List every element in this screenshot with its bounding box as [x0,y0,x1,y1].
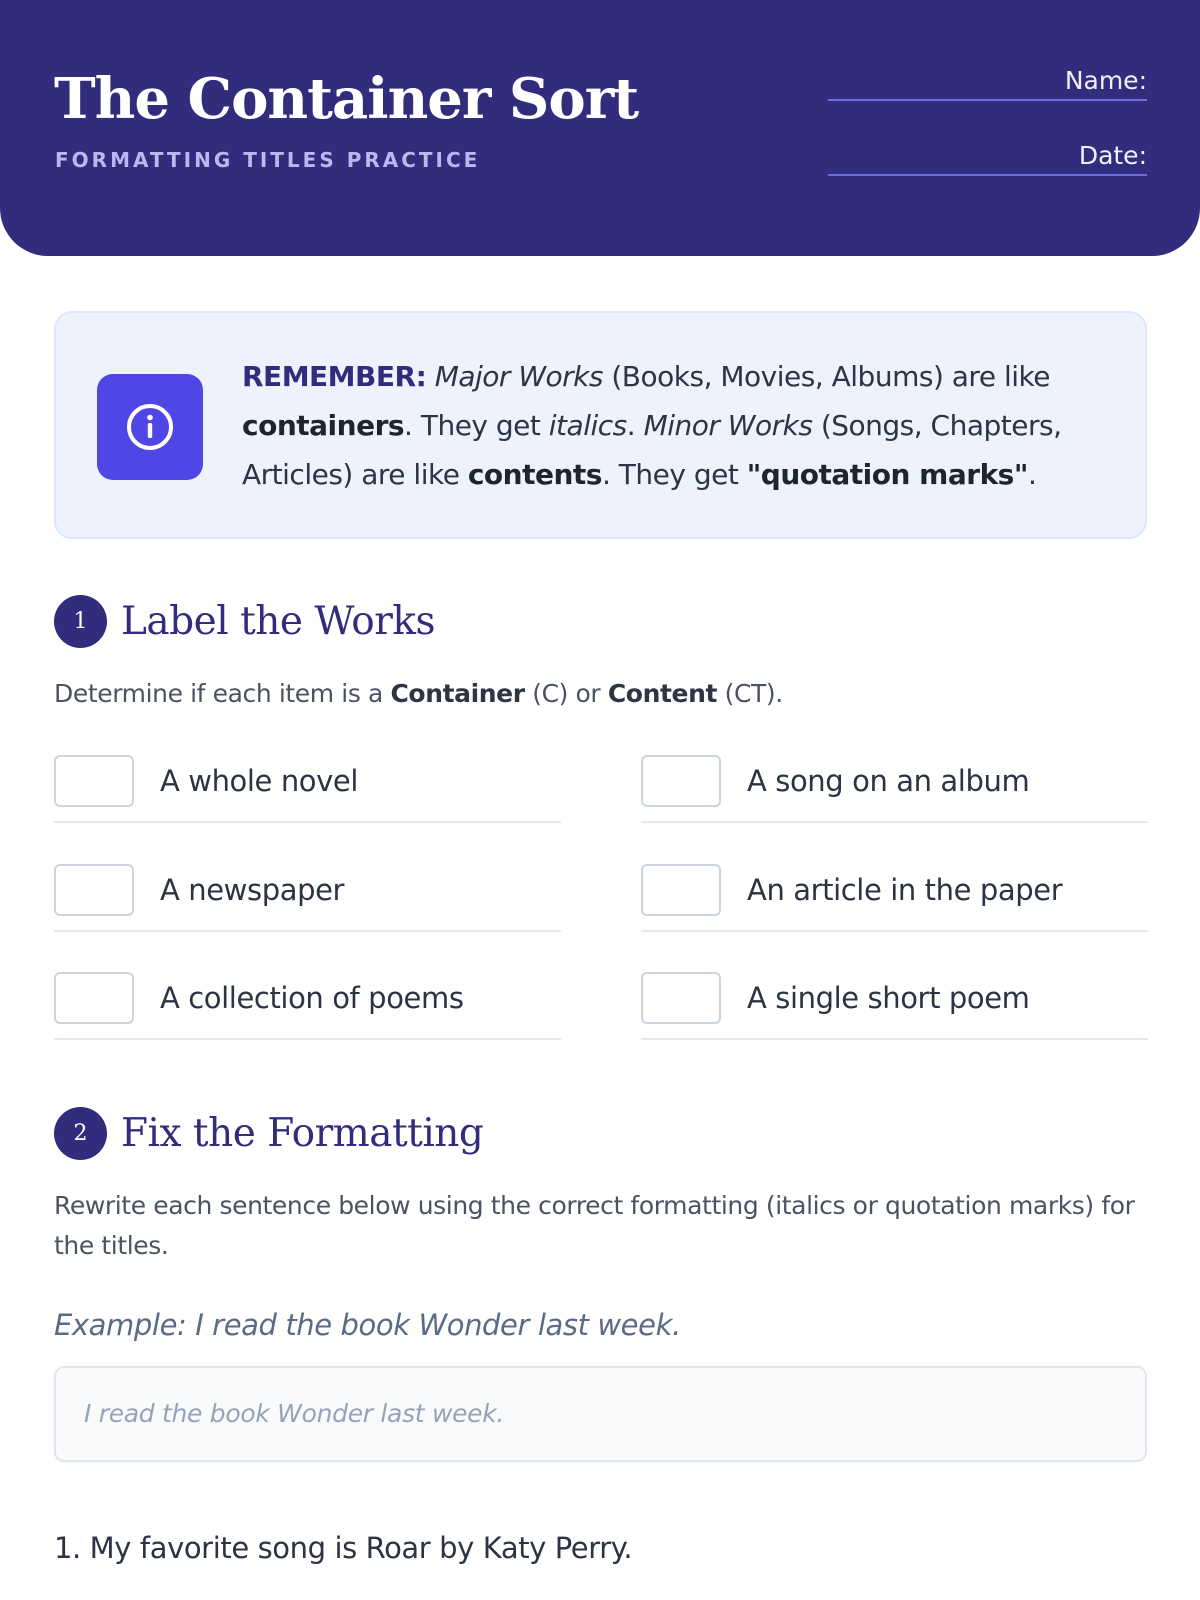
section-1-instruction [54,674,1154,714]
section-number-badge: 2 [54,1107,107,1160]
callout-text [242,352,1112,499]
answer-box[interactable] [54,972,134,1024]
major-works-term: Major Works [434,360,603,393]
content-term: Content [607,679,718,708]
label-item [641,864,1148,932]
item-text: A whole novel [160,764,358,798]
callout-fragment: . They get [404,409,549,442]
answer-box[interactable] [641,755,721,807]
callout-fragment: (Songs, Chapters, Articles) are like [242,409,1062,491]
callout-fragment: . [626,409,644,442]
remember-callout [54,311,1147,539]
answer-box[interactable] [641,864,721,916]
container-term: Container [390,679,525,708]
instruction-fragment: Determine if each item is a [54,679,391,708]
section-number-badge: 1 [54,595,107,648]
label-item [641,755,1148,823]
quotation-marks-term: "quotation marks" [746,458,1028,491]
minor-works-term: Minor Works [643,409,813,442]
worksheet-header [0,0,1200,256]
label-item [54,864,561,932]
section-title: Fix the Formatting [121,1110,484,1156]
answer-box[interactable] [641,972,721,1024]
label-item [54,755,561,823]
worksheet-subtitle: FORMATTING TITLES PRACTICE [55,148,481,172]
section-2-heading [54,1106,483,1160]
italics-term: italics [548,409,627,442]
date-label: Date: [1078,141,1147,170]
item-text: An article in the paper [747,873,1063,907]
section-1-heading [54,594,435,648]
callout-fragment: . [1027,458,1037,491]
containers-term: containers [242,409,405,442]
section-title: Label the Works [121,598,436,644]
example-answer-box[interactable] [54,1366,1147,1462]
date-field[interactable] [828,136,1147,176]
label-item [54,972,561,1040]
example-sentence: Example: I read the book Wonder last week. [54,1308,681,1342]
question-1: 1. My favorite song is Roar by Katy Perry. [54,1531,633,1565]
worksheet-title: The Container Sort [54,66,639,132]
item-text: A single short poem [747,981,1030,1015]
label-item [641,972,1148,1040]
name-field[interactable] [828,61,1147,101]
name-label: Name: [1064,66,1147,95]
example-answer-text: I read the book Wonder last week. [84,1399,505,1428]
info-icon [97,374,203,480]
item-text: A newspaper [160,873,345,907]
instruction-fragment: (CT). [717,679,783,708]
item-text: A collection of poems [160,981,464,1015]
callout-fragment: . They get [601,458,747,491]
item-text: A song on an album [747,764,1030,798]
instruction-fragment: (C) or [524,679,608,708]
answer-box[interactable] [54,864,134,916]
callout-fragment: (Books, Movies, Albums) are like [602,360,1050,393]
answer-box[interactable] [54,755,134,807]
remember-label: REMEMBER: [242,360,427,393]
section-2-instruction: Rewrite each sentence below using the correct formatting (italics or quotation marks) for the titles. [54,1191,1135,1260]
contents-term: contents [467,458,602,491]
